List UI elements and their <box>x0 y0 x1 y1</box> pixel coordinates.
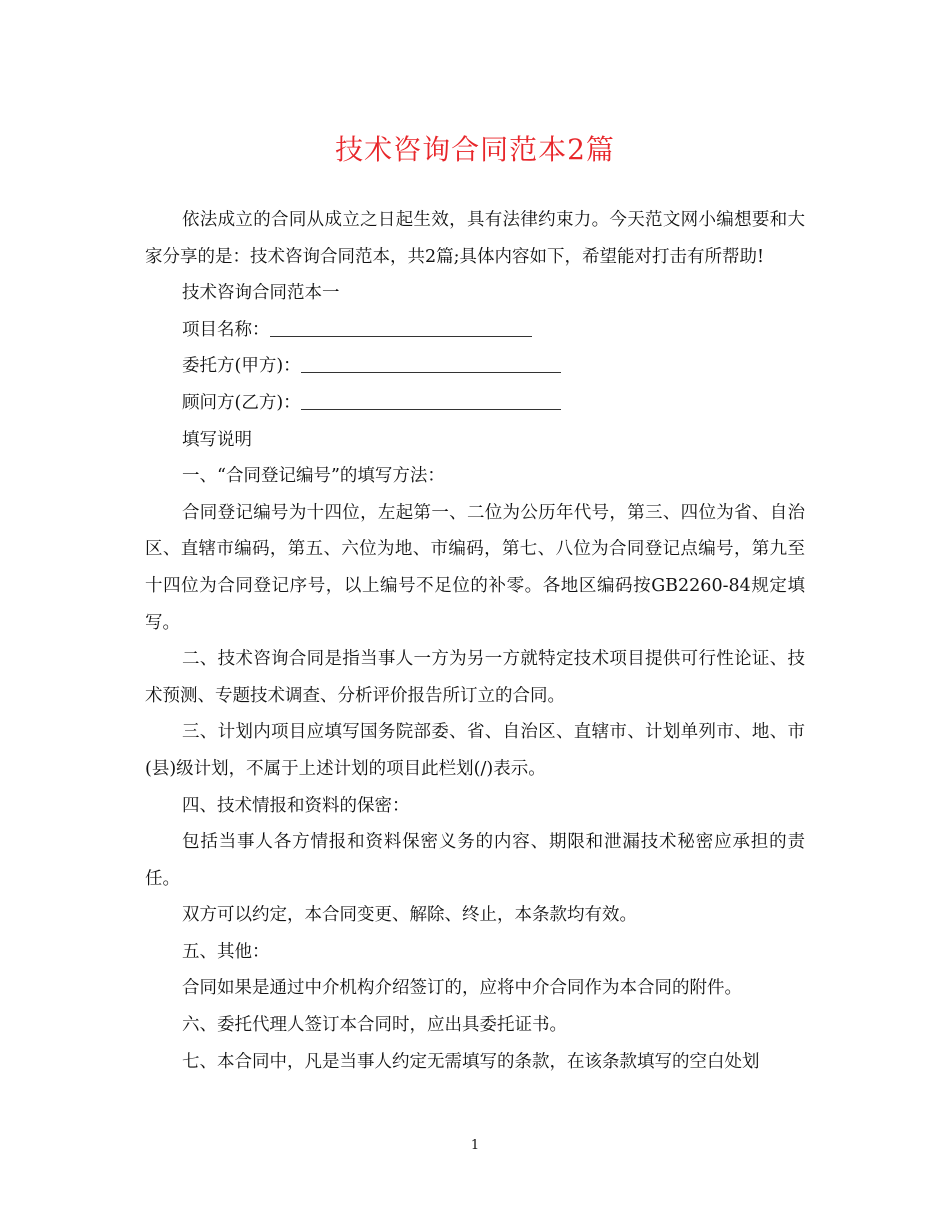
document-body <box>145 202 805 1080</box>
project-name-blank <box>270 314 532 337</box>
client-blank <box>301 350 561 373</box>
item6-paragraph: 六、委托代理人签订本合同时，应出具委托证书。 <box>182 1015 567 1036</box>
project-name-line <box>145 312 805 349</box>
item7-paragraph: 七、本合同中，凡是当事人约定无需填写的条款，在该条款填写的空白处划 <box>182 1051 760 1072</box>
item4-heading: 四、技术情报和资料的保密： <box>182 795 410 816</box>
item2-paragraph: 二、技术咨询合同是指当事人一方为另一方就特定技术项目提供可行性论证、技术预测、专题技术调查、分析评价报告所订立的合同。 <box>145 649 805 706</box>
project-name-label: 项目名称： <box>182 319 270 340</box>
item4-body-1: 包括当事人各方情报和资料保密义务的内容、期限和泄漏技术秘密应承担的责任。 <box>145 832 805 889</box>
document-title: 技术咨询合同范本2篇 <box>335 133 615 166</box>
instructions-heading: 填写说明 <box>182 429 252 450</box>
section-heading: 技术咨询合同范本一 <box>182 283 340 304</box>
client-label: 委托方(甲方)： <box>182 356 301 377</box>
item4-body-2: 双方可以约定，本合同变更、解除、终止，本条款均有效。 <box>182 905 637 926</box>
client-line <box>145 348 805 385</box>
consultant-line <box>145 385 805 422</box>
item1-body: 合同登记编号为十四位，左起第一、二位为公历年代号，第三、四位为省、自治区、直辖市编码，第五、六位为地、市编码，第七、八位为合同登记点编号，第九至十四位为合同登记序号，以上编号不足位的补零。各地区编码按GB2260-84规定填写。 <box>145 502 805 633</box>
item5-body: 合同如果是通过中介机构介绍签订的，应将中介合同作为本合同的附件。 <box>182 978 742 999</box>
consultant-label: 顾问方(乙方)： <box>182 392 301 413</box>
consultant-blank <box>301 387 561 410</box>
item3-paragraph: 三、计划内项目应填写国务院部委、省、自治区、直辖市、计划单列市、地、市(县)级计划，不属于上述计划的项目此栏划(/)表示。 <box>145 722 805 779</box>
item5-heading: 五、其他： <box>182 941 270 962</box>
item1-heading: 一、“合同登记编号”的填写方法： <box>182 466 445 487</box>
intro-paragraph: 依法成立的合同从成立之日起生效，具有法律约束力。今天范文网小编想要和大家分享的是：技术咨询合同范本，共2篇;具体内容如下，希望能对打击有所帮助! <box>145 210 805 267</box>
page-number: 1 <box>470 1138 480 1153</box>
